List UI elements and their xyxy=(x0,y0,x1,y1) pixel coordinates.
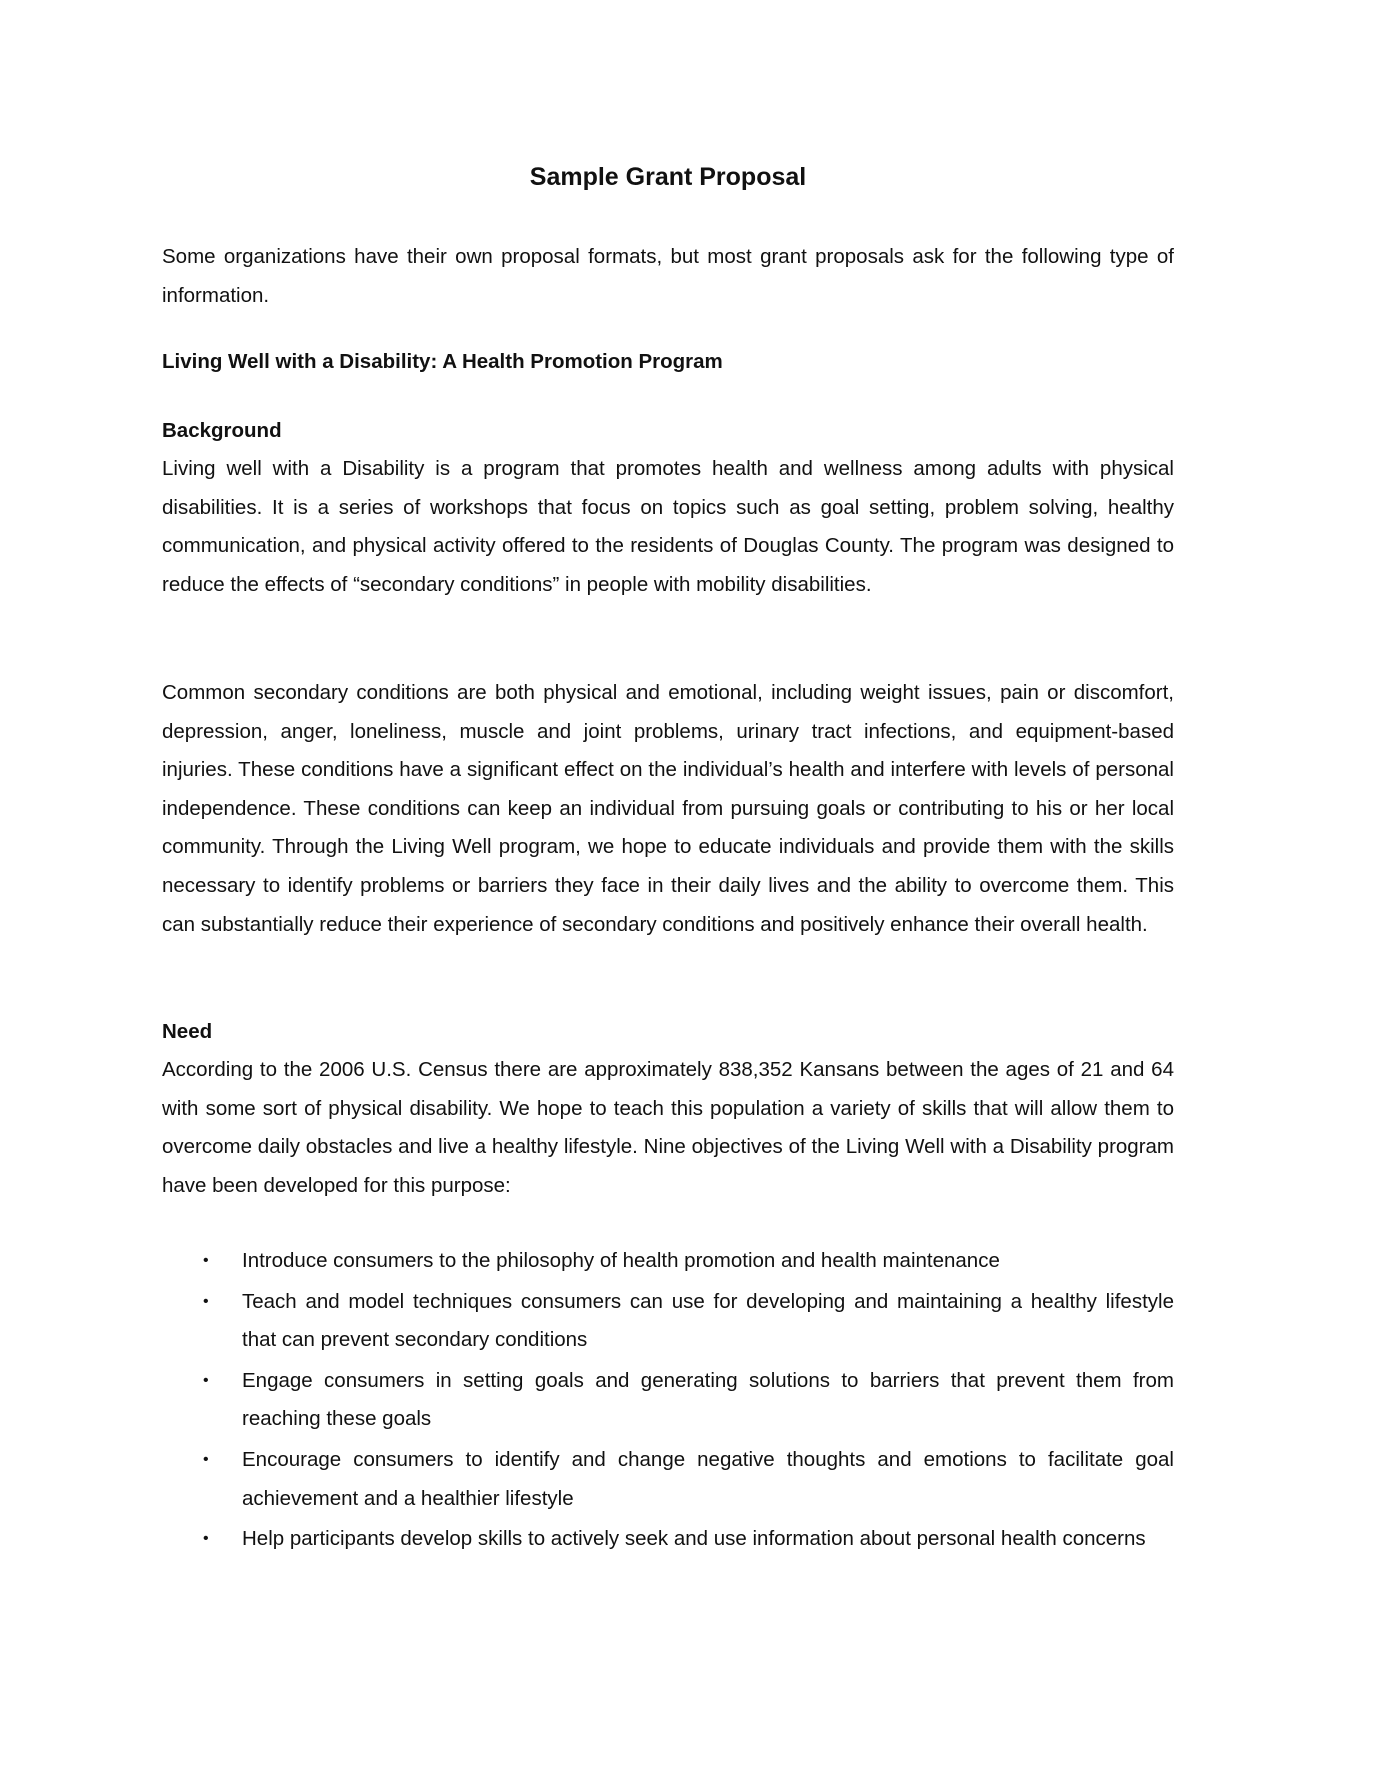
section-heading-background: Background xyxy=(162,419,282,442)
list-item-text: Teach and model techniques consumers can use for developing and maintaining a healthy lifestyle that can prevent secondary conditions xyxy=(242,1289,1174,1352)
need-paragraph: According to the 2006 U.S. Census there are approximately 838,352 Kansans between the ages of 21 and 64 with some sort of physical disability. We hope to teach this population a variety of skills that will allow them to overcome daily obstacles and live a healthy lifestyle. Nine objectives of the Living Well with a Disability program have been developed for this purpose: xyxy=(162,1058,1174,1197)
background-paragraph-2: Common secondary conditions are both physical and emotional, including weight issues, pain or discomfort, depression, anger, loneliness, muscle and joint problems, urinary tract infections, and equipment-based injuries. These conditions have a significant effect on the individual’s health and interfere with levels of personal independence. These conditions can keep an individual from pursuing goals or contributing to his or her local community. Through the Living Well program, we hope to educate individuals and provide them with the skills necessary to identify problems or barriers they face in their daily lives and the ability to overcome them. This can substantially reduce their experience of secondary conditions and positively enhance their overall health. xyxy=(162,681,1174,936)
background-paragraph-1: Living well with a Disability is a program that promotes health and wellness among adults with physical disabilities. It is a series of workshops that focus on topics such as goal setting, problem solving, healthy communication, and physical activity offered to the residents of Douglas County. The program was designed to reduce the effects of “secondary conditions” in people with mobility disabilities. xyxy=(162,457,1174,596)
bullet-icon: • xyxy=(203,1292,209,1310)
intro-paragraph: Some organizations have their own proposal formats, but most grant proposals ask for the following type of information. xyxy=(162,245,1174,307)
list-item xyxy=(162,1283,1174,1360)
list-item-text: Help participants develop skills to actively seek and use information about personal health concerns xyxy=(242,1527,1146,1551)
page-title: Sample Grant Proposal xyxy=(529,163,807,191)
program-title: Living Well with a Disability: A Health Promotion Program xyxy=(162,350,723,373)
list-item-text: Introduce consumers to the philosophy of health promotion and health maintenance xyxy=(242,1249,1000,1272)
list-item xyxy=(162,1242,1174,1281)
list-item-text: Encourage consumers to identify and change negative thoughts and emotions to facilitate goal achievement and a healthier lifestyle xyxy=(242,1447,1174,1510)
list-item xyxy=(162,1520,1174,1559)
objectives-list xyxy=(162,1242,1174,1561)
list-item-text: Engage consumers in setting goals and generating solutions to barriers that prevent them from reaching these goals xyxy=(242,1368,1174,1431)
bullet-icon: • xyxy=(203,1252,209,1269)
list-item xyxy=(162,1362,1174,1439)
bullet-icon: • xyxy=(203,1530,209,1548)
bullet-icon: • xyxy=(203,1371,209,1389)
document-page xyxy=(162,0,1174,1782)
bullet-icon: • xyxy=(203,1450,209,1468)
list-item xyxy=(162,1441,1174,1518)
section-heading-need: Need xyxy=(162,1020,213,1043)
